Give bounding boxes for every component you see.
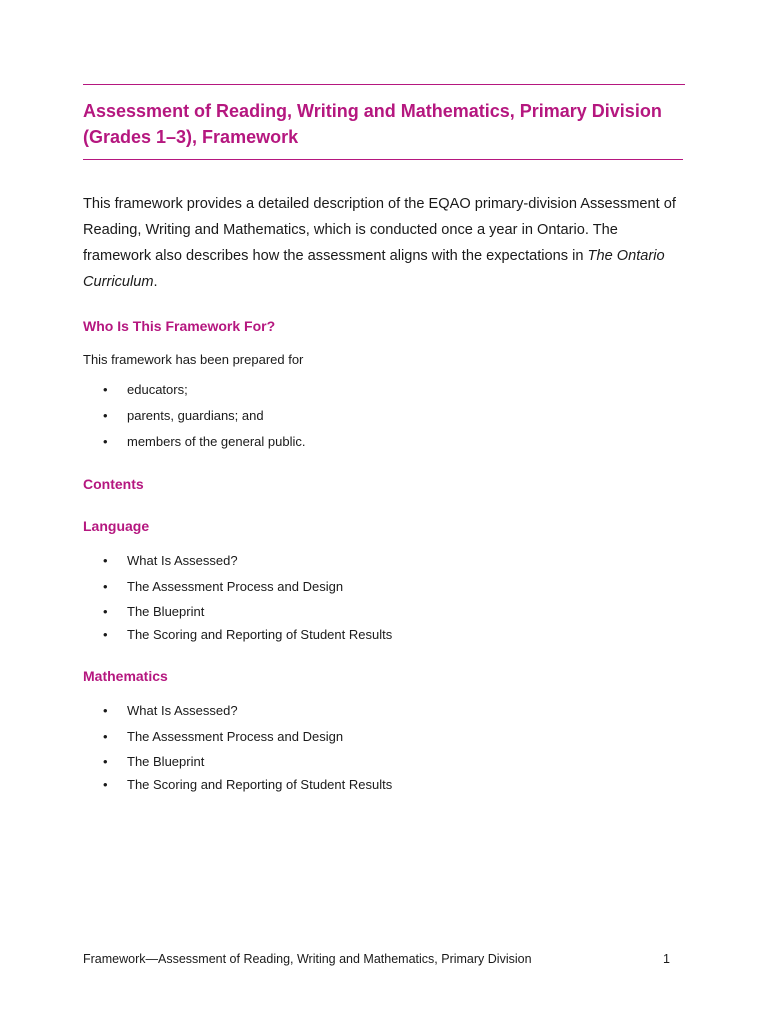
bullet-icon: • (103, 579, 108, 594)
contents-heading: Contents (83, 476, 144, 492)
list-item-text: educators; (127, 382, 188, 397)
document-title: Assessment of Reading, Writing and Mathematics, Primary Division (Grades 1–3), Framework (83, 101, 662, 147)
bullet-icon: • (103, 382, 108, 397)
list-item (0, 552, 768, 570)
bullet-icon: • (103, 553, 108, 568)
bullet-icon: • (103, 754, 108, 769)
language-link-process-design: The Assessment Process and Design (127, 579, 344, 594)
list-item (0, 381, 768, 399)
bullet-icon: • (103, 777, 108, 792)
page-number: 1 (663, 952, 670, 966)
list-item (0, 407, 768, 425)
intro-paragraph (83, 191, 685, 295)
list-item (0, 603, 768, 621)
mathematics-link-scoring-reporting: The Scoring and Reporting of Student Results (127, 777, 393, 792)
language-heading: Language (83, 518, 150, 534)
bullet-icon: • (103, 604, 108, 619)
mathematics-link-blueprint: The Blueprint (127, 754, 205, 769)
curriculum-title: The Ontario Curriculum (83, 248, 665, 290)
list-item (0, 626, 768, 644)
intro-period: . (153, 274, 158, 290)
bullet-icon: • (103, 434, 108, 449)
list-item (0, 433, 768, 451)
language-link-blueprint: The Blueprint (127, 604, 205, 619)
mathematics-heading: Mathematics (83, 668, 168, 684)
list-item (0, 702, 768, 720)
list-item (0, 728, 768, 746)
mathematics-link-process-design: The Assessment Process and Design (127, 729, 344, 744)
list-item (0, 776, 768, 794)
audience-heading: Who Is This Framework For? (83, 318, 276, 334)
language-link-scoring-reporting: The Scoring and Reporting of Student Results (127, 627, 393, 642)
footer-running-title: Framework—Assessment of Reading, Writing and Mathematics, Primary Division (83, 952, 532, 966)
title-top-rule (83, 84, 685, 85)
list-item (0, 578, 768, 596)
intro-text: This framework provides a detailed description of the EQAO primary-division Assessment of Reading, Writing and Mathematics, which is conducted once a year in Ontario. The framework also describes how the assessment aligns with the expectations in (83, 196, 676, 264)
bullet-icon: • (103, 703, 108, 718)
list-item-text: members of the general public. (127, 434, 306, 449)
language-link-what-is-assessed: What Is Assessed? (127, 553, 238, 568)
audience-lead: This framework has been prepared for (83, 352, 304, 367)
title-bottom-rule (83, 159, 683, 160)
bullet-icon: • (103, 627, 108, 642)
bullet-icon: • (103, 408, 108, 423)
bullet-icon: • (103, 729, 108, 744)
mathematics-link-what-is-assessed: What Is Assessed? (127, 703, 238, 718)
list-item (0, 753, 768, 771)
list-item-text: parents, guardians; and (127, 408, 264, 423)
